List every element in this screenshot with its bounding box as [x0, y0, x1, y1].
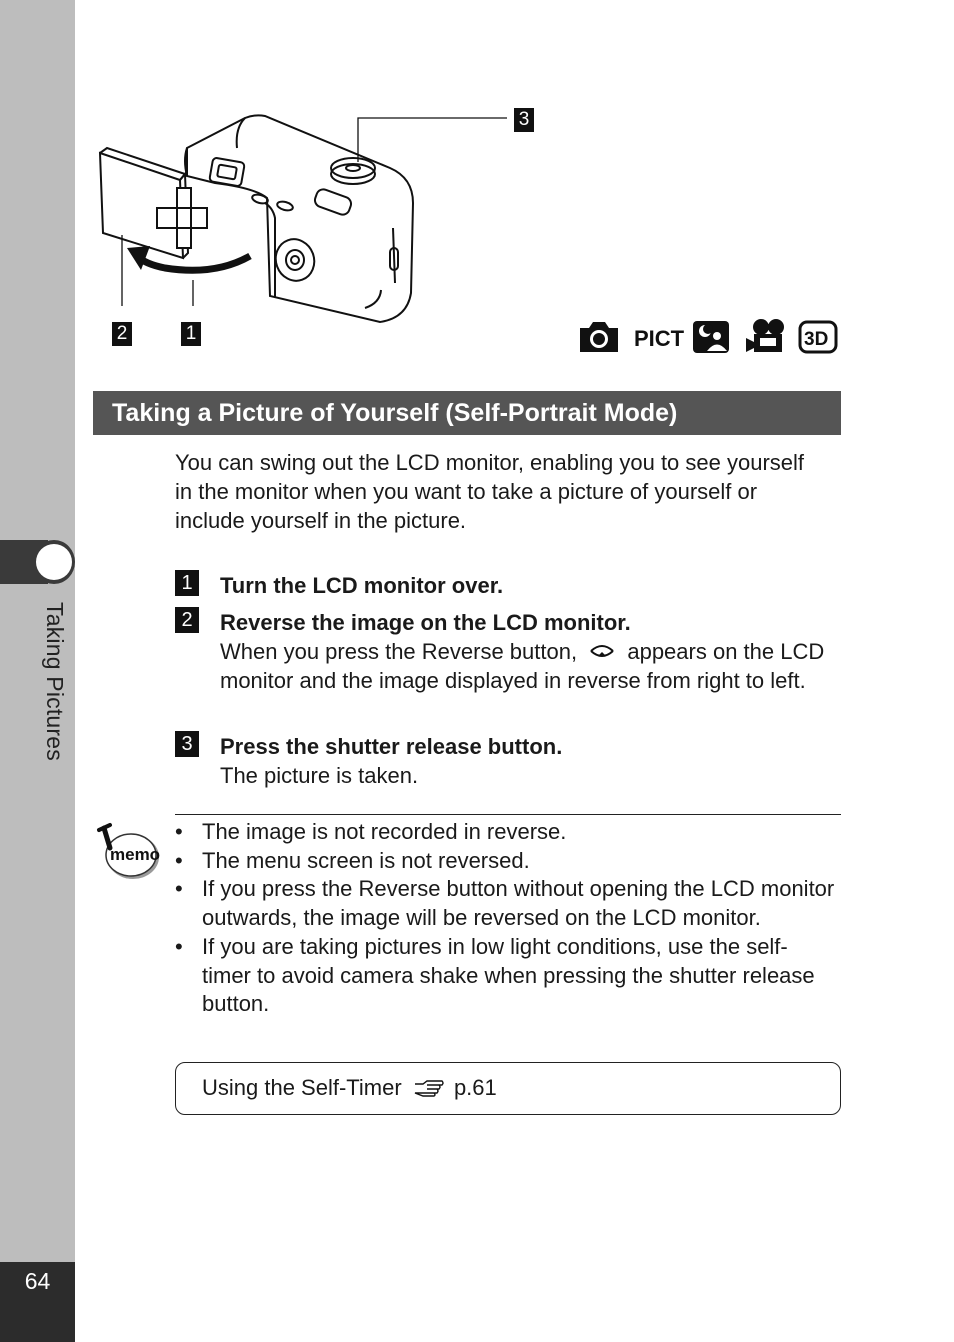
reference-box	[175, 1062, 841, 1115]
list-item: • If you press the Reverse button without opening the LCD monitor outwards, the image will be reversed on the LCD monitor.	[175, 876, 835, 931]
camera-icon	[578, 320, 620, 354]
callout-3: 3	[514, 108, 534, 132]
pointing-hand-icon	[413, 1079, 445, 1097]
step-body-end: appears on the LCD monitor and the image displayed in reverse from right to left.	[220, 639, 825, 693]
intro-paragraph: You can swing out the LCD monitor, enabling you to see yourself in the monitor when you want to take a picture of yourself or include yourself in the picture.	[175, 450, 805, 533]
reference-page[interactable]: p.61	[453, 1075, 497, 1100]
night-scene-icon	[692, 320, 730, 354]
memo-text: If you are taking pictures in low light conditions, use the self-timer to avoid camera shake when pressing the shutter release button.	[202, 933, 815, 1017]
memo-label: memo	[110, 845, 161, 864]
memo-divider	[175, 814, 841, 815]
reference-text: Using the Self-Timer	[202, 1075, 402, 1100]
list-item: • If you are taking pictures in low light conditions, use the self-timer to avoid camera shake when pressing the shutter release button.	[175, 933, 815, 1017]
memo-icon	[96, 822, 162, 882]
memo-text: The image is not recorded in reverse.	[202, 819, 567, 844]
movie-icon	[744, 318, 788, 354]
step-title: Press the shutter release button.	[220, 734, 563, 759]
reverse-icon	[587, 643, 617, 661]
step-title: Reverse the image on the LCD monitor.	[220, 610, 631, 635]
list-item: • The image is not recorded in reverse.	[175, 819, 567, 844]
3d-icon	[798, 320, 838, 354]
section-heading: Taking a Picture of Yourself (Self-Portrait Mode)	[93, 391, 841, 435]
callout-1: 1	[181, 322, 201, 346]
pict-label: PICT	[634, 326, 685, 351]
step-number: 2	[175, 607, 199, 633]
memo-text: If you press the Reverse button without opening the LCD monitor outwards, the image will be reversed on the LCD monitor.	[202, 876, 835, 931]
step-number: 3	[175, 731, 199, 757]
step-title: Turn the LCD monitor over.	[220, 573, 504, 598]
memo-text: The menu screen is not reversed.	[202, 847, 530, 873]
step-body	[220, 637, 835, 695]
section-tab-dot	[36, 544, 72, 580]
callout-2: 2	[112, 322, 132, 346]
step-body-start: When you press the Reverse button,	[220, 639, 578, 664]
3d-label: 3D	[804, 329, 829, 350]
memo-list	[175, 818, 835, 1019]
list-item: • The menu screen is not reversed.	[175, 847, 530, 873]
page-number: 64	[24, 1268, 51, 1294]
section-label: Taking Pictures	[42, 602, 68, 761]
camera-illustration	[95, 108, 425, 328]
pict-icon	[634, 322, 685, 352]
step-number: 1	[175, 570, 199, 596]
step-body: The picture is taken.	[220, 763, 419, 788]
